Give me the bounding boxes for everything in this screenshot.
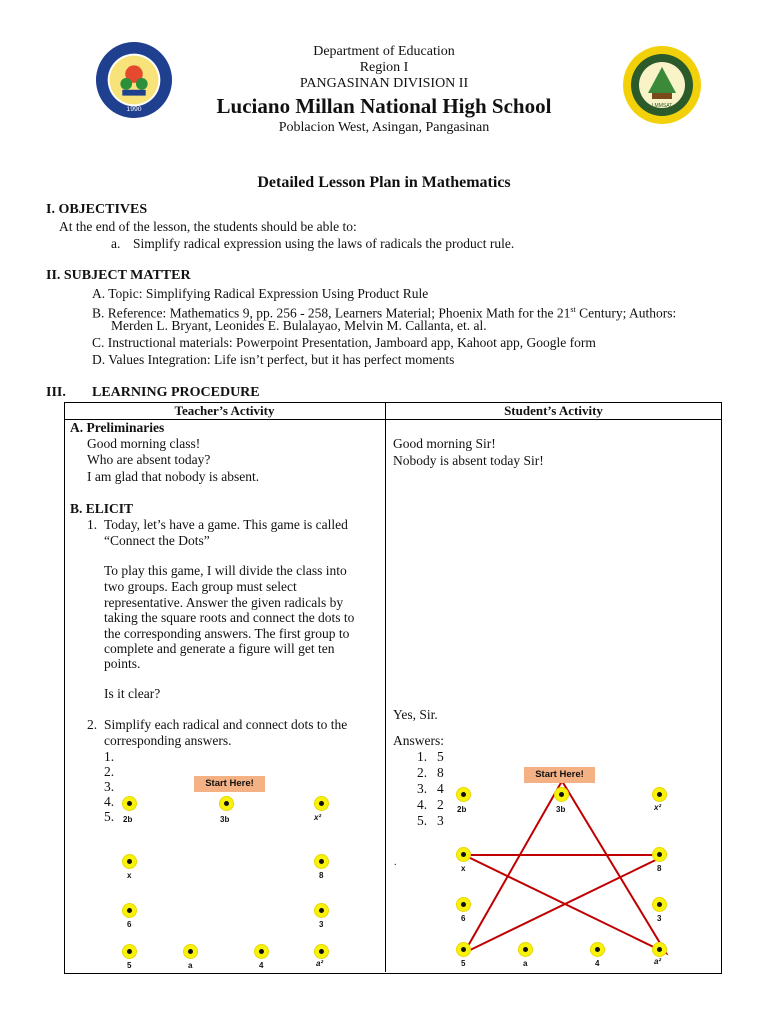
division-name: PANGASINAN DIVISION II — [299, 76, 469, 91]
dot-label: 4 — [259, 961, 264, 970]
dot-label: 6 — [127, 920, 132, 929]
elicit-2-marker: 2. — [87, 717, 98, 732]
answer-number: 2. — [417, 765, 428, 780]
dot-label: 3 — [657, 914, 662, 923]
elicit-1-marker: 1. — [87, 517, 98, 532]
dot-label: 3 — [319, 920, 324, 929]
student-yes-sir: Yes, Sir. — [393, 707, 438, 722]
elicit-1-line1: Today, let’s have a game. This game is called — [104, 517, 348, 532]
start-here-label: Start Here! — [194, 776, 265, 792]
dot — [653, 898, 666, 911]
dot — [220, 797, 233, 810]
preliminaries-heading: A. Preliminaries — [70, 420, 165, 435]
school-address: Poblacion West, Asingan, Pangasinan — [278, 120, 490, 135]
dot-label: x — [127, 871, 132, 880]
answer-value: 4 — [437, 781, 444, 796]
dot-label: a — [523, 959, 528, 968]
dot-label: 8 — [319, 871, 324, 880]
teacher-item-number: 3. — [104, 779, 115, 794]
dot — [123, 904, 136, 917]
region-name: Region I — [359, 60, 409, 75]
game-rules-line: points. — [104, 656, 141, 671]
teacher-item-number: 4. — [104, 794, 115, 809]
dept-name: Department of Education — [313, 44, 455, 59]
dot — [123, 855, 136, 868]
dot-label: 5 — [461, 959, 466, 968]
dot — [653, 848, 666, 861]
dot-label: x — [461, 864, 466, 873]
start-here-label: Start Here! — [524, 767, 595, 783]
dot — [123, 945, 136, 958]
dot — [653, 788, 666, 801]
star-solution — [386, 760, 720, 972]
teacher-absent-question: Who are absent today? — [87, 452, 211, 467]
teacher-glad: I am glad that nobody is absent. — [87, 469, 260, 484]
stray-dot: . — [394, 857, 397, 868]
dot-label: 3b — [220, 815, 230, 824]
instructional-materials: C. Instructional materials: Powerpoint Presentation, Jamboard app, Kahoot app, Google form — [92, 335, 596, 350]
student-greeting: Good morning Sir! — [393, 436, 496, 451]
dot-label: 2b — [123, 815, 133, 824]
answer-value: 5 — [437, 749, 444, 764]
answer-value: 2 — [437, 797, 444, 812]
logo-year: 1990 — [126, 106, 142, 114]
objective-item: Simplify radical expression using the laws of radicals the product rule. — [133, 236, 515, 251]
dot — [315, 904, 328, 917]
answer-value: 8 — [437, 765, 444, 780]
dot — [457, 848, 470, 861]
procedure-number: III. — [46, 385, 66, 400]
dot-label: 2b — [457, 805, 467, 814]
reference-line2: Merden L. Bryant, Leonides E. Bulalayao, Melvin M. Callanta, et. al. — [111, 318, 487, 333]
procedure-heading: LEARNING PROCEDURE — [92, 385, 260, 400]
teacher-item-number: 2. — [104, 764, 115, 779]
reference-line1: B. Reference: Mathematics 9, pp. 256 - 258, Learners Material; Phoenix Math for the 21st Century; Authors: — [92, 305, 677, 321]
is-it-clear: Is it clear? — [104, 686, 161, 701]
dot-label: 6 — [461, 914, 466, 923]
answer-number: 1. — [417, 749, 428, 764]
dot — [457, 943, 470, 956]
answer-number: 3. — [417, 781, 428, 796]
answer-number: 5. — [417, 813, 428, 828]
elicit-heading: B. ELICIT — [70, 501, 134, 516]
objectives-intro: At the end of the lesson, the students should be able to: — [59, 219, 357, 234]
game-rules-line: To play this game, I will divide the class into — [104, 563, 347, 578]
dot-label: 5 — [127, 961, 132, 970]
dot-label: x² — [654, 803, 662, 812]
dot — [255, 945, 268, 958]
dot-label: 4 — [595, 959, 600, 968]
game-rules-line: taking the square roots and connect the dots to — [104, 610, 355, 625]
subject-matter-heading: II. SUBJECT MATTER — [46, 268, 191, 283]
answer-value: 3 — [437, 813, 444, 828]
student-column-header: Student’s Activity — [504, 403, 603, 418]
teacher-greeting: Good morning class! — [87, 436, 201, 451]
dot — [123, 797, 136, 810]
dot-label: 8 — [657, 864, 662, 873]
school-name: Luciano Millan National High School — [216, 94, 552, 118]
dot — [653, 943, 666, 956]
game-rules-line: two groups. Each group must select — [104, 579, 297, 594]
objective-marker: a. — [111, 236, 121, 251]
dot — [519, 943, 532, 956]
objectives-heading: I. OBJECTIVES — [46, 202, 148, 217]
dot — [315, 945, 328, 958]
student-absent-answer: Nobody is absent today Sir! — [393, 453, 544, 468]
game-rules-line: complete and generate a figure will get ten — [104, 641, 335, 656]
elicit-1-line2: “Connect the Dots” — [104, 533, 210, 548]
dot — [184, 945, 197, 958]
dot-label: a — [188, 961, 193, 970]
dot — [315, 855, 328, 868]
dot-label: 3b — [556, 805, 566, 814]
elicit-2-line1: Simplify each radical and connect dots to the — [104, 717, 348, 732]
answer-number: 4. — [417, 797, 428, 812]
values-integration: D. Values Integration: Life isn’t perfect, but it has perfect moments — [92, 352, 455, 367]
teacher-item-number: 1. — [104, 749, 115, 764]
game-rules-line: representative. Answer the given radicals by — [104, 595, 344, 610]
teacher-column-header: Teacher’s Activity — [174, 403, 275, 418]
dot — [315, 797, 328, 810]
dot — [457, 898, 470, 911]
logo-abbr: LMMSAT — [651, 103, 673, 109]
game-rules-line: the corresponding answers. The first group to — [104, 626, 350, 641]
elicit-2-line2: corresponding answers. — [104, 733, 232, 748]
dot — [457, 788, 470, 801]
document-title: Detailed Lesson Plan in Mathematics — [257, 174, 511, 191]
teacher-item-number: 5. — [104, 809, 115, 824]
answers-label: Answers: — [393, 733, 444, 748]
dot — [555, 788, 568, 801]
dot-label: a² — [316, 959, 324, 968]
dot-label: a² — [654, 957, 662, 966]
dot — [591, 943, 604, 956]
topic: A. Topic: Simplifying Radical Expression Using Product Rule — [92, 286, 429, 301]
dot-label: x² — [314, 813, 322, 822]
